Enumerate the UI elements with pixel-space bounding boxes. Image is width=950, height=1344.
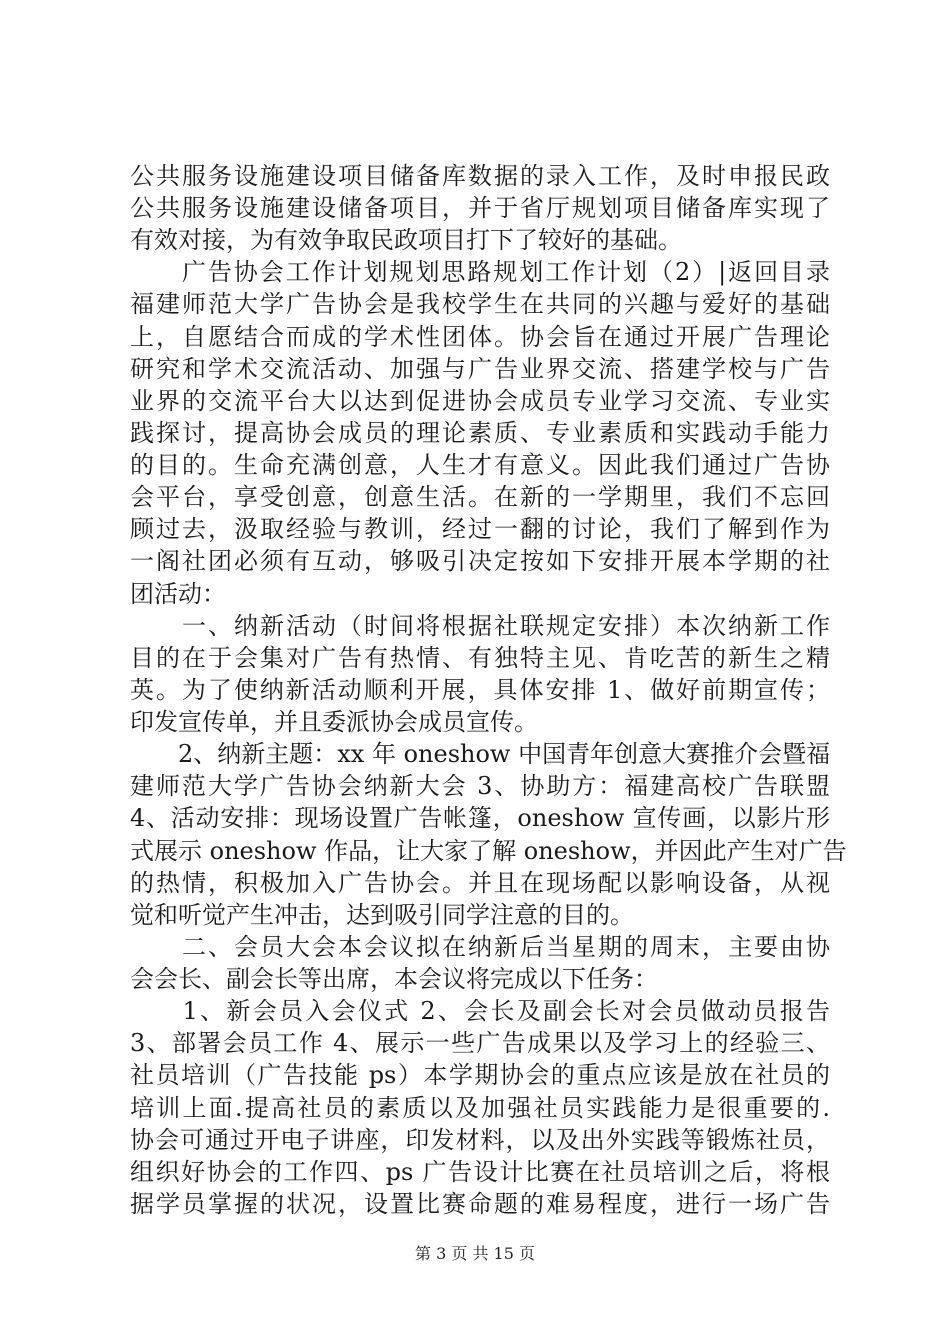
text-line: 的热情，积极加入广告协会。并且在现场配以影响设备，从视 bbox=[130, 869, 830, 897]
text-line: 社员培训（广告技能 ps）本学期协会的重点应该是放在社员的 bbox=[130, 1061, 830, 1089]
text-line: 业界的交流平台大以达到促进协会成员专业学习交流、专业实 bbox=[130, 387, 830, 415]
text-line: 的目的。生命充满创意，人生才有意义。因此我们通过广告协 bbox=[130, 451, 830, 479]
text-line: 顾过去，汲取经验与教训，经过一翻的讨论，我们了解到作为 bbox=[130, 515, 830, 543]
text-line: 会平台，享受创意，创意生活。在新的一学期里，我们不忘回 bbox=[130, 483, 830, 511]
text-line: 英。为了使纳新活动顺利开展，具体安排 1、做好前期宣传； bbox=[130, 676, 830, 704]
text-line: 印发宣传单，并且委派协会成员宣传。 bbox=[130, 708, 538, 736]
text-line: 一阁社团必须有互动，够吸引决定按如下安排开展本学期的社 bbox=[130, 547, 830, 575]
text-line: 目的在于会集对广告有热情、有独特主见、肯吃苦的新生之精 bbox=[130, 644, 830, 672]
text-line: 据学员掌握的状况，设置比赛命题的难易程度，进行一场广告 bbox=[130, 1190, 830, 1218]
text-line: 培训上面.提高社员的素质以及加强社员实践能力是很重要的. bbox=[130, 1094, 830, 1122]
text-line: 团活动： bbox=[130, 580, 226, 608]
text-line: 会会长、副会长等出席，本会议将完成以下任务： bbox=[130, 965, 658, 993]
text-line: 1、新会员入会仪式 2、会长及副会长对会员做动员报告 bbox=[130, 997, 830, 1025]
text-line: 公共服务设施建设储备项目，并于省厅规划项目储备库实现了 bbox=[130, 194, 830, 222]
text-line: 协会可通过开电子讲座，印发材料，以及出外实践等锻炼社员， bbox=[130, 1126, 830, 1154]
text-line: 福建师范大学广告协会是我校学生在共同的兴趣与爱好的基础 bbox=[130, 290, 830, 318]
text-line: 组织好协会的工作四、ps 广告设计比赛在社员培训之后，将根 bbox=[130, 1158, 830, 1186]
text-line: 式展示 oneshow 作品，让大家了解 oneshow，并因此产生对广告 bbox=[130, 837, 847, 865]
text-line: 觉和听觉产生冲击，达到吸引同学注意的目的。 bbox=[130, 901, 634, 929]
text-line: 建师范大学广告协会纳新大会 3、协助方：福建高校广告联盟 bbox=[130, 772, 830, 800]
text-line: 4、活动安排：现场设置广告帐篷，oneshow 宣传画，以影片形 bbox=[130, 804, 830, 832]
text-line: 3、部署会员工作 4、展示一些广告成果以及学习上的经验三、 bbox=[130, 1029, 830, 1057]
text-line: 广告协会工作计划规划思路规划工作计划（2）|返回目录 bbox=[130, 258, 830, 286]
text-line: 践探讨，提高协会成员的理论素质、专业素质和实践动手能力 bbox=[130, 419, 830, 447]
text-line: 二、会员大会本会议拟在纳新后当星期的周末，主要由协 bbox=[130, 933, 830, 961]
text-line: 研究和学术交流活动、加强与广告业界交流、搭建学校与广告 bbox=[130, 355, 830, 383]
text-line: 2、纳新主题：xx 年 oneshow 中国青年创意大赛推介会暨福 bbox=[130, 740, 831, 768]
page-number-footer: 第 3 页 共 15 页 bbox=[415, 1244, 535, 1263]
text-line: 上，自愿结合而成的学术性团体。协会旨在通过开展广告理论 bbox=[130, 323, 830, 351]
text-line: 公共服务设施建设项目储备库数据的录入工作，及时申报民政 bbox=[130, 162, 830, 190]
text-line: 有效对接，为有效争取民政项目打下了较好的基础。 bbox=[130, 226, 682, 254]
text-line: 一、纳新活动（时间将根据社联规定安排）本次纳新工作 bbox=[130, 612, 830, 640]
